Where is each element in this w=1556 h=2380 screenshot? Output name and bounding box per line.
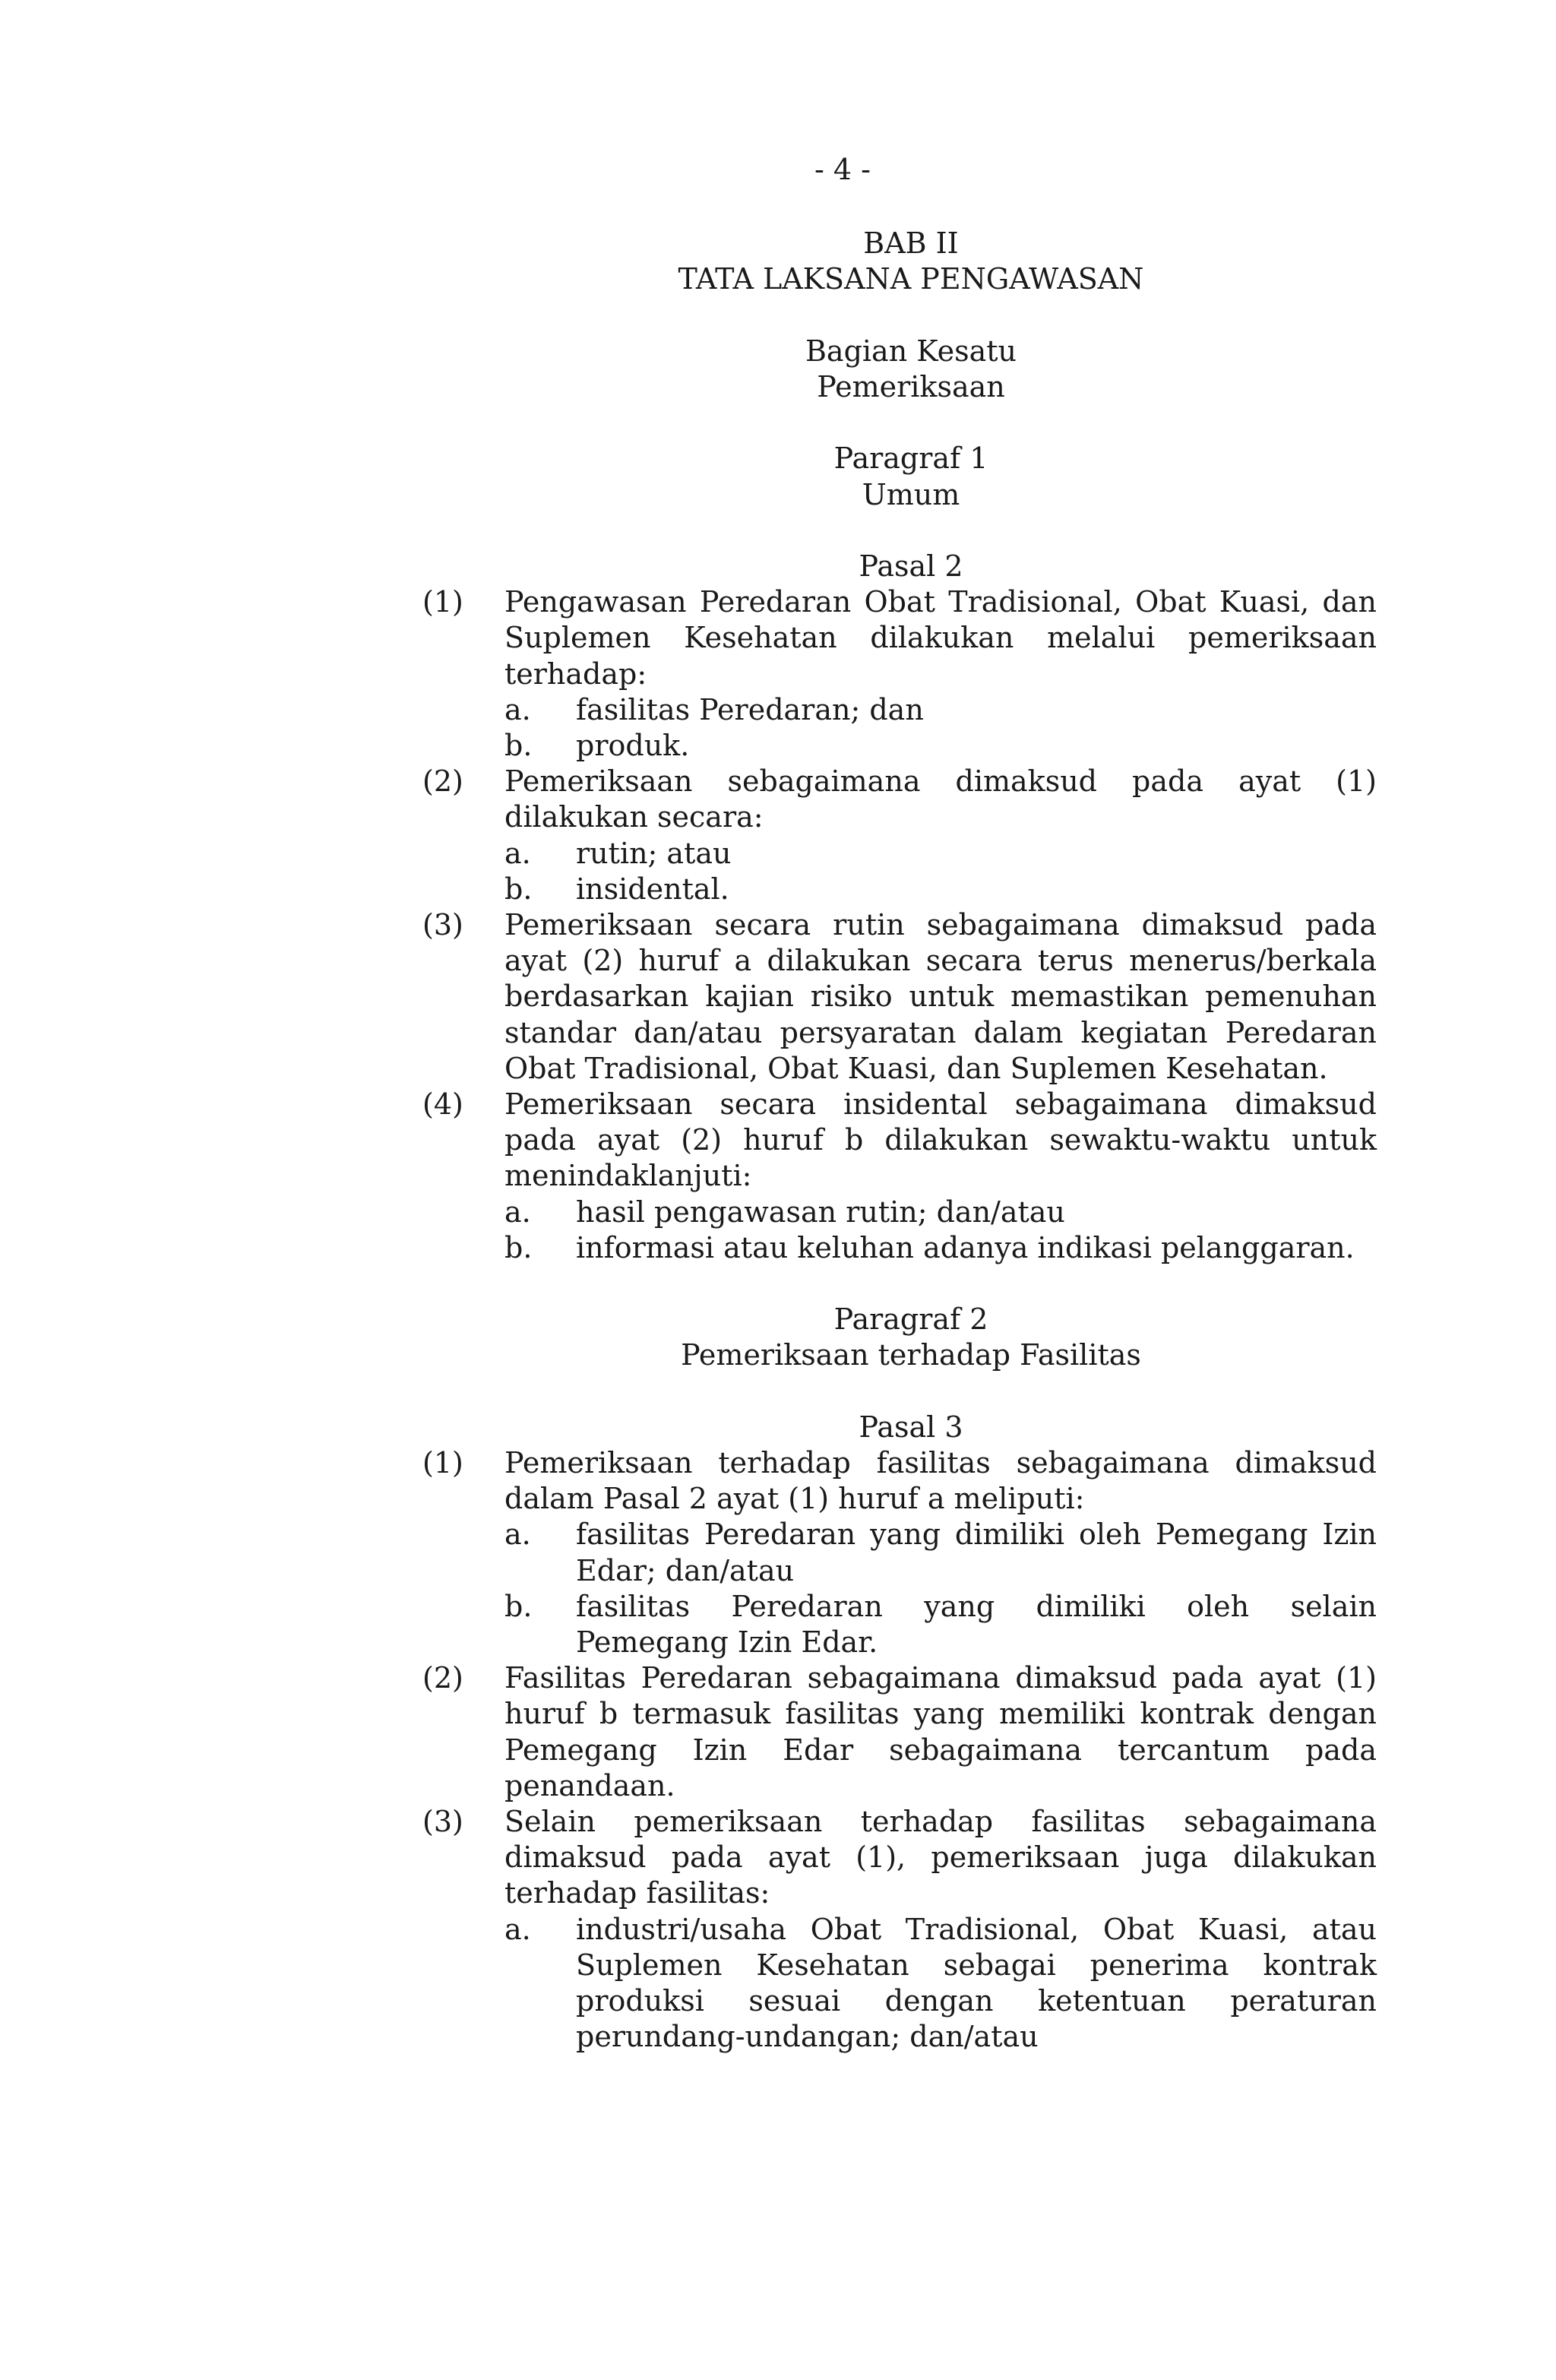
pasal-2-ayat-3 <box>422 907 1377 1087</box>
sub-item <box>504 692 1377 728</box>
sub-letter: a. <box>504 836 531 870</box>
pasal-2-heading: Pasal 2 <box>859 549 963 583</box>
sub-letter: a. <box>504 1912 531 1946</box>
sub-item <box>504 1195 1377 1230</box>
sub-item <box>504 1589 1377 1660</box>
pasal-2-ayat-1 <box>422 584 1377 764</box>
sub-text: insidental. <box>576 872 729 906</box>
ayat-text: Pemeriksaan sebagaimana dimaksud pada ayat (1) dilakukan secara: <box>504 764 1377 834</box>
part-heading: Bagian Kesatu <box>805 334 1017 368</box>
ayat-number: (3) <box>422 908 463 942</box>
page-number: - 4 - <box>814 153 871 186</box>
pasal-3-heading: Pasal 3 <box>859 1410 963 1444</box>
sub-item <box>504 872 1377 907</box>
paragraph-2-heading: Paragraf 2 <box>833 1302 988 1337</box>
sub-text: industri/usaha Obat Tradisional, Obat Kuasi, atau Suplemen Kesehatan sebagai penerima kontrak produksi sesuai dengan ketentuan peraturan perundang-undangan; dan/atau <box>576 1912 1377 2054</box>
sub-text: informasi atau keluhan adanya indikasi pelanggaran. <box>576 1230 1355 1264</box>
ayat-number: (2) <box>422 1661 463 1695</box>
pasal-2-ayat-4 <box>422 1087 1377 1266</box>
chapter-heading: BAB II <box>863 226 959 261</box>
ayat-number: (2) <box>422 764 463 799</box>
chapter-title: TATA LAKSANA PENGAWASAN <box>678 262 1144 296</box>
sub-text: fasilitas Peredaran yang dimiliki oleh Pemegang Izin Edar; dan/atau <box>576 1518 1377 1587</box>
ayat-number: (4) <box>422 1087 463 1122</box>
pasal-2-ayat-2 <box>422 764 1377 907</box>
ayat-number: (3) <box>422 1805 463 1839</box>
part-title: Pemeriksaan <box>817 370 1005 404</box>
ayat-text: Pemeriksaan secara rutin sebagaimana dimaksud pada ayat (2) huruf a dilakukan secara terus menerus/berkala berdasarkan kajian risiko untuk memastikan pemenuhan standar dan/atau persyaratan dalam kegiatan Peredaran Obat Tradisional, Obat Kuasi, dan Suplemen Kesehatan. <box>504 908 1377 1085</box>
paragraph-1-heading: Paragraf 1 <box>833 442 988 476</box>
sub-letter: a. <box>504 1518 531 1552</box>
pasal-3-ayat-1 <box>422 1445 1377 1660</box>
sub-item <box>504 728 1377 764</box>
paragraph-1-title: Umum <box>862 477 960 511</box>
sub-text: fasilitas Peredaran; dan <box>576 692 924 726</box>
sub-letter: a. <box>504 1195 531 1229</box>
sub-text: hasil pengawasan rutin; dan/atau <box>576 1195 1065 1229</box>
sub-item <box>504 1517 1377 1588</box>
ayat-text: Pemeriksaan secara insidental sebagaimana dimaksud pada ayat (2) huruf b dilakukan sewaktu-waktu untuk menindaklanjuti: <box>504 1087 1377 1193</box>
ayat-text: Pengawasan Peredaran Obat Tradisional, Obat Kuasi, dan Suplemen Kesehatan dilakukan melalui pemeriksaan terhadap: <box>504 585 1377 691</box>
ayat-text: Pemeriksaan terhadap fasilitas sebagaimana dimaksud dalam Pasal 2 ayat (1) huruf a meliputi: <box>504 1446 1377 1516</box>
pasal-3-ayat-2 <box>422 1660 1377 1804</box>
sub-item <box>504 1912 1377 2056</box>
sub-text: produk. <box>576 729 690 762</box>
ayat-number: (1) <box>422 1446 463 1480</box>
sub-letter: b. <box>504 729 533 762</box>
sub-letter: b. <box>504 1230 533 1264</box>
pasal-3-ayat-3 <box>422 1804 1377 2055</box>
sub-letter: b. <box>504 872 533 906</box>
paragraph-2-title: Pemeriksaan terhadap Fasilitas <box>681 1338 1141 1372</box>
document-content <box>422 152 1377 2055</box>
sub-item <box>504 836 1377 872</box>
sub-letter: a. <box>504 692 531 726</box>
sub-text: rutin; atau <box>576 836 732 870</box>
sub-item <box>504 1230 1377 1266</box>
ayat-text: Fasilitas Peredaran sebagaimana dimaksud pada ayat (1) huruf b termasuk fasilitas yang memiliki kontrak dengan Pemegang Izin Edar sebagaimana tercantum pada penandaan. <box>504 1661 1377 1802</box>
sub-letter: b. <box>504 1589 533 1623</box>
sub-text: fasilitas Peredaran yang dimiliki oleh selain Pemegang Izin Edar. <box>576 1589 1377 1660</box>
ayat-number: (1) <box>422 585 463 619</box>
ayat-text: Selain pemeriksaan terhadap fasilitas sebagaimana dimaksud pada ayat (1), pemeriksaan juga dilakukan terhadap fasilitas: <box>504 1805 1377 1910</box>
